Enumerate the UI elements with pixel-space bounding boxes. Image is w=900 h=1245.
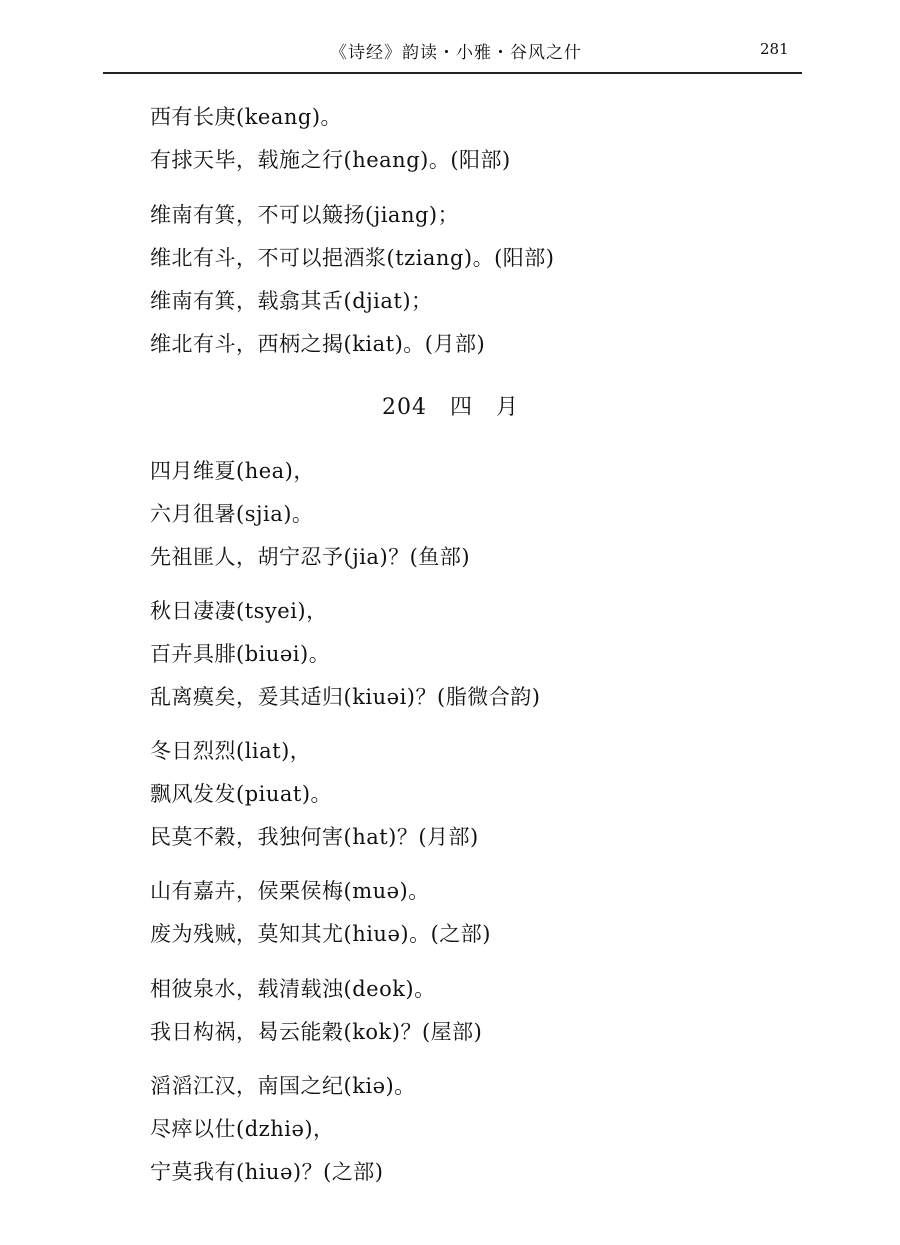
verse-line: 尽瘁以仕(dzhiə)， [150,1117,335,1141]
page-number: 281 [760,40,789,58]
verse-line: 乱离瘼矣，爰其适归(kiuəi)？(脂微合韵) [150,685,541,709]
verse-line: 西有长庚(keang)。 [150,105,343,129]
verse-line: 维北有斗，不可以挹酒浆(tziang)。(阳部) [150,246,555,270]
verse-line: 维北有斗，西柄之揭(kiat)。(月部) [150,332,486,356]
verse-line: 相彼泉水，载清载浊(deok)。 [150,977,436,1001]
verse-line: 飘风发发(piuat)。 [150,782,333,806]
verse-line: 四月维夏(hea)， [150,459,315,483]
verse-line: 滔滔江汉，南国之纪(kiə)。 [150,1074,416,1098]
verse-line: 废为残贼，莫知其尤(hiuə)。(之部) [150,922,491,946]
header-rule [103,72,802,74]
verse-line: 百卉具腓(biuəi)。 [150,642,331,666]
verse-line: 冬日烈烈(liat)， [150,739,312,763]
verse-line: 民莫不穀，我独何害(hat)？(月部) [150,825,479,849]
verse-line: 山有嘉卉，侯栗侯梅(muə)。 [150,879,430,903]
verse-line: 先祖匪人，胡宁忍予(jia)？(鱼部) [150,545,471,569]
verse-line: 六月徂暑(sjia)。 [150,502,314,526]
section-title: 204 四 月 [382,395,519,420]
running-header [0,38,900,68]
verse-line: 我日构祸，曷云能穀(kok)？(屋部) [150,1020,483,1044]
verse-line: 维南有箕，载翕其舌(djiat)； [150,289,433,313]
verse-line: 宁莫我有(hiuə)？(之部) [150,1160,384,1184]
running-title: 《诗经》韵读・小雅・谷风之什 [330,43,582,63]
verse-line: 维南有箕，不可以簸扬(jiang)； [150,203,460,227]
verse-line: 有捄天毕，载施之行(heang)。(阳部) [150,148,511,172]
verse-line: 秋日凄凄(tsyei)， [150,599,328,623]
